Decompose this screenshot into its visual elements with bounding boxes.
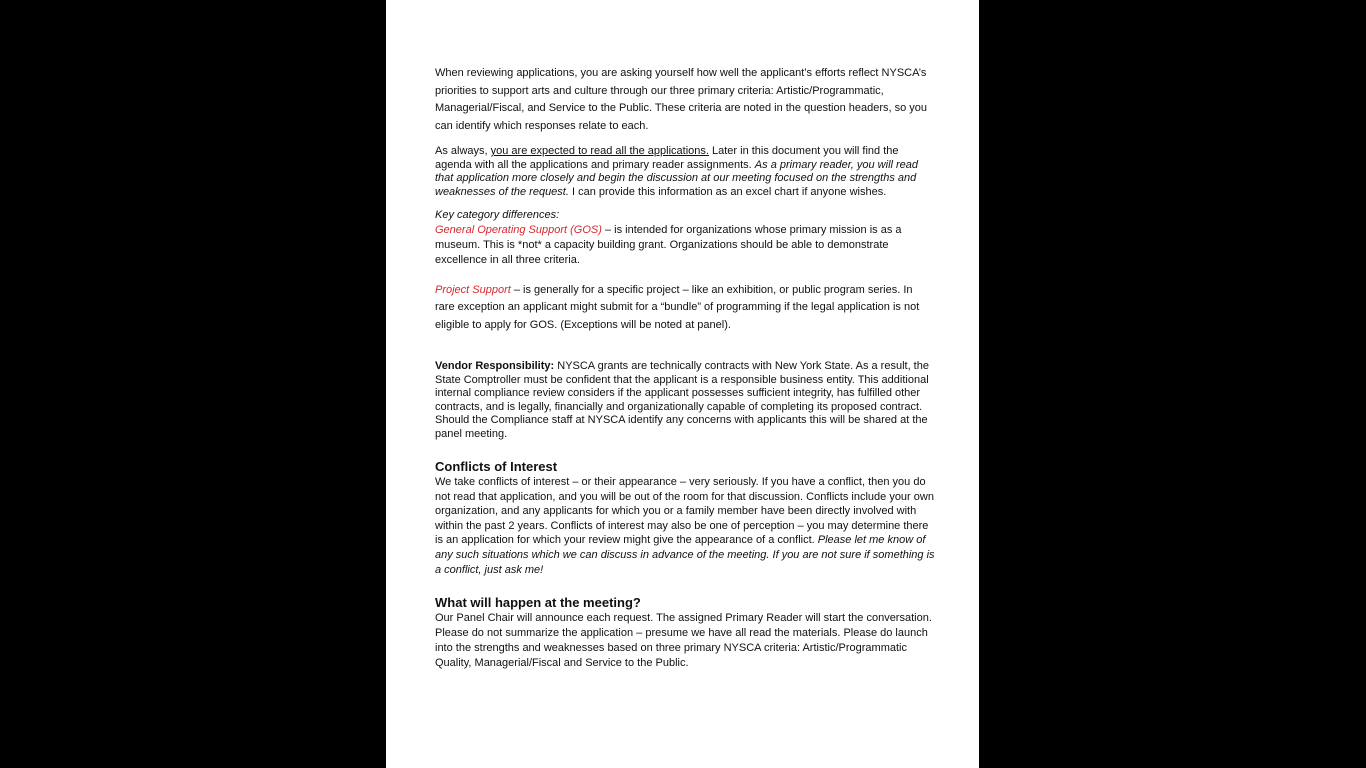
project-support-text: – is generally for a specific project – like an exhibition, or public program series. In rare exception an applicant might submit for a “bundle” of programming if the legal application is not eligible to apply for GOS. (Exceptions will be noted at panel). — [435, 283, 920, 331]
read-all-suffix: I can provide this information as an excel chart if anyone wishes. — [568, 185, 887, 198]
gos-term: General Operating Support (GOS) — [435, 223, 602, 236]
read-all-underlined: you are expected to read all the applications. — [490, 145, 709, 157]
gos-paragraph — [435, 223, 935, 268]
conflicts-heading: Conflicts of Interest — [435, 459, 558, 474]
vendor-responsibility-label: Vendor Responsibility: — [435, 360, 555, 372]
read-all-middle: Later in this document you will find the agenda with all the applications and primary reader assignments. — [435, 145, 899, 171]
gos-text: – is intended for organizations whose primary mission is as a museum. This is *not* a capacity building grant. Organizations should be able to demonstrate excellence in all three criteria. — [435, 223, 902, 266]
meeting-heading: What will happen at the meeting? — [435, 595, 641, 611]
meeting-text: Our Panel Chair will announce each request. The assigned Primary Reader will start the conversation. Please do not summarize the application – presume we have all read the materials. Please do launch into the strengths and weaknesses based on three primary NYSCA criteria: Artistic/Programmatic Quality, Managerial/Fiscal and Service to the Public. — [435, 612, 932, 670]
key-category-label: Key category differences: — [435, 209, 560, 221]
intro-text: When reviewing applications, you are asking yourself how well the applicant’s efforts reflect NYSCA’s priorities to support arts and culture through our three primary criteria: Artistic/Programmatic, Managerial/Fiscal, and Service to the Public. These criteria are noted in the question headers, so you can identify which responses relate to each. — [435, 67, 928, 132]
intro-paragraph — [435, 65, 935, 135]
meeting-paragraph — [435, 611, 935, 671]
read-all-prefix: As always, — [435, 145, 491, 157]
conflicts-italic: Please let me know of any such situations which we can discuss in advance of the meeting. If you are not sure if something is a conflict, just ask me! — [435, 534, 935, 576]
read-all-italic: As a primary reader, you will read that application more closely and begin the discussion at our meeting focused on the strengths and weaknesses of the request. — [435, 158, 919, 198]
vendor-responsibility-text: NYSCA grants are technically contracts with New York State. As a result, the State Comptroller must be confident that the applicant is a responsible business entity. This additional internal compliance review considers if the applicant possesses sufficient integrity, has fulfilled other contracts, and is legally, financially and organizationally capable of completing its proposed contract. Should the Compliance staff at NYSCA identify any concerns with applicants this will be shared at the panel meeting. — [435, 360, 929, 440]
project-support-paragraph — [435, 282, 935, 335]
conflicts-text: We take conflicts of interest – or their appearance – very seriously. If you have a conflict, then you do not read that application, and you will be out of the room for that discussion. Conflicts include your own organization, and any applicants for which you or a family member have been directly involved with within the past 2 years. Conflicts of interest may also be one of perception – you may determine there is an application for which your review might give the appearance of a conflict. — [435, 476, 934, 547]
conflicts-paragraph — [435, 475, 935, 577]
project-support-term: Project Support — [435, 283, 511, 296]
document-page — [386, 0, 979, 768]
vendor-responsibility-paragraph — [435, 360, 935, 441]
read-all-paragraph — [435, 145, 935, 199]
page-content — [435, 65, 935, 671]
